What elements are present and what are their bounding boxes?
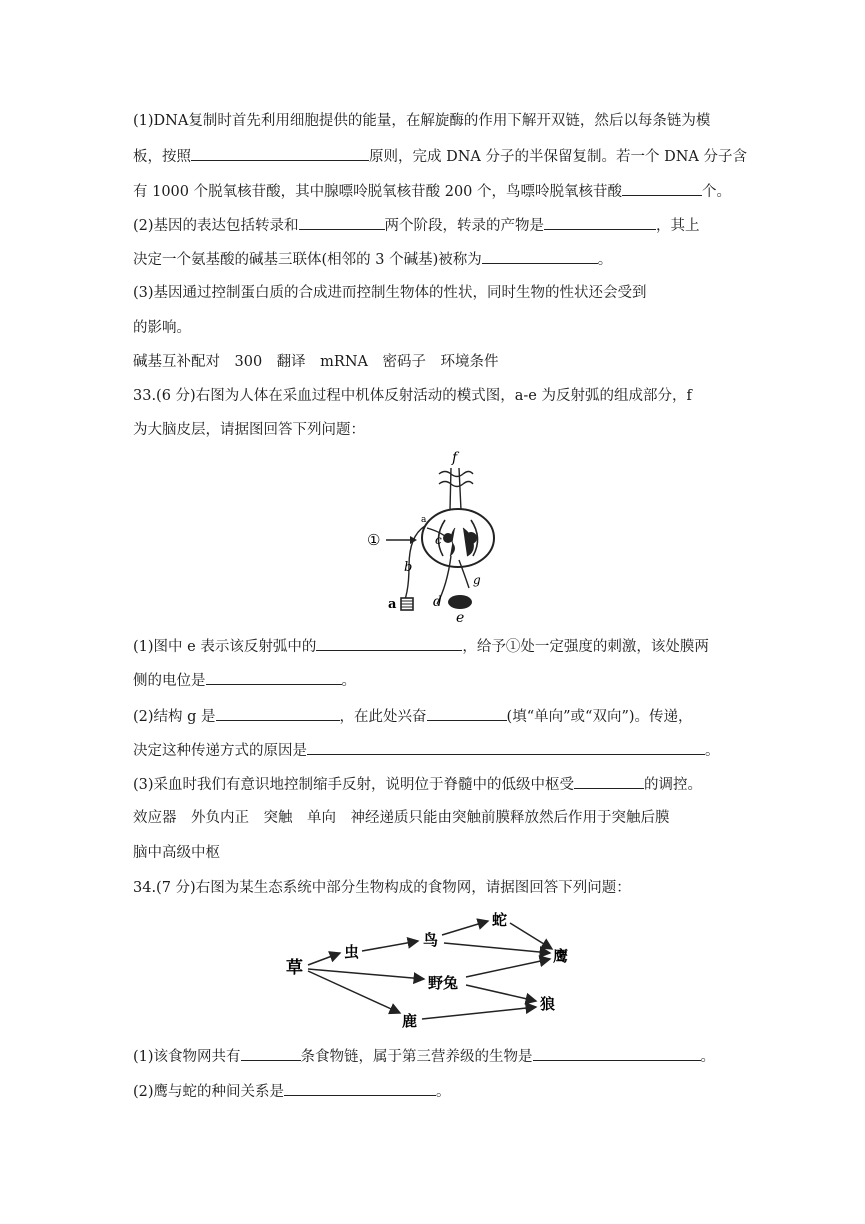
q33-p2-line1: (2)结构 g 是 ，在此处兴奋 (填“单向”或“双向”)。传递，: [133, 706, 693, 727]
q32-p3-line2: 的影响。: [133, 320, 191, 336]
answer-blank[interactable]: [544, 215, 656, 230]
label-g: g: [473, 573, 481, 587]
q33-answer-line1: 效应器 外负内正 突触 单向 神经递质只能由突触前膜释放然后作用于突触后膜: [133, 810, 670, 826]
q33-intro-line1: 33.(6 分)右图为人体在采血过程中机体反射活动的模式图，a-e 为反射弧的组成部分，f: [133, 388, 692, 404]
q33-p3-line1: (3)采血时我们有意识地控制缩手反射，说明位于脊髓中的低级中枢受 的调控。: [133, 774, 702, 795]
q32-p1-line1: (1)DNA复制时首先利用细胞提供的能量，在解旋酶的作用下解开双链，然后以每条链为模: [133, 113, 711, 129]
answer-blank[interactable]: [191, 146, 369, 161]
answer-blank[interactable]: [427, 706, 507, 721]
label-a-small: a: [421, 515, 427, 525]
q32-p3-line1: (3)基因通过控制蛋白质的合成进而控制生物体的性状，同时生物的性状还会受到: [133, 285, 647, 301]
answer-blank[interactable]: [574, 774, 644, 789]
node-eagle: 鹰: [553, 947, 569, 965]
label-b: b: [404, 560, 413, 575]
q34-intro: 34.(7 分)右图为某生态系统中部分生物构成的食物网，请据图回答下列问题：: [133, 880, 631, 896]
reflex-arc-figure: [355, 448, 535, 626]
node-wolf: 狼: [540, 995, 556, 1013]
q33-intro-line2: 为大脑皮层，请据图回答下列问题：: [133, 422, 365, 438]
node-rabbit: 野兔: [428, 974, 459, 992]
label-d: d: [433, 594, 442, 610]
answer-blank[interactable]: [241, 1046, 301, 1061]
node-bird: 鸟: [423, 931, 439, 949]
q32-p1-line2: 板，按照 原则，完成 DNA 分子的半保留复制。若一个 DNA 分子含: [133, 146, 747, 167]
label-f: f: [452, 450, 458, 466]
answer-blank[interactable]: [482, 249, 598, 264]
q32-answer: 碱基互补配对 300 翻译 mRNA 密码子 环境条件: [133, 354, 499, 370]
label-e: e: [456, 610, 465, 626]
answer-blank[interactable]: [533, 1046, 701, 1061]
answer-blank[interactable]: [284, 1081, 436, 1096]
label-stimulus-1: ①: [367, 531, 381, 549]
answer-blank[interactable]: [216, 706, 340, 721]
answer-blank[interactable]: [307, 740, 705, 755]
answer-blank[interactable]: [206, 670, 342, 685]
q33-p1-line2: 侧的电位是 。: [133, 670, 356, 691]
q32-p2-line2: 决定一个氨基酸的碱基三联体(相邻的 3 个碱基)被称为 。: [133, 249, 612, 270]
node-deer: 鹿: [402, 1012, 418, 1030]
q33-p2-line2: 决定这种传递方式的原因是 。: [133, 740, 720, 761]
label-c: c: [435, 533, 442, 547]
node-insect: 虫: [344, 943, 360, 961]
q34-p2: (2)鹰与蛇的种间关系是 。: [133, 1081, 451, 1102]
q34-p1: (1)该食物网共有 条食物链，属于第三营养级的生物是 。: [133, 1046, 715, 1067]
answer-blank[interactable]: [316, 636, 462, 651]
food-web-figure: [280, 905, 590, 1033]
node-snake: 蛇: [492, 911, 508, 929]
q33-answer-line2: 脑中高级中枢: [133, 845, 220, 861]
label-a: a: [388, 597, 397, 612]
q32-p1-line3: 有 1000 个脱氧核苷酸，其中腺嘌呤脱氧核苷酸 200 个，鸟嘌呤脱氧核苷酸 个。: [133, 181, 731, 202]
answer-blank[interactable]: [622, 181, 702, 196]
node-grass: 草: [286, 958, 303, 978]
q32-p2-line1: (2)基因的表达包括转录和 两个阶段，转录的产物是 ，其上: [133, 215, 700, 236]
answer-blank[interactable]: [299, 215, 385, 230]
q33-p1-line1: (1)图中 e 表示该反射弧中的 ，给予①处一定强度的刺激，该处膜两: [133, 636, 709, 657]
